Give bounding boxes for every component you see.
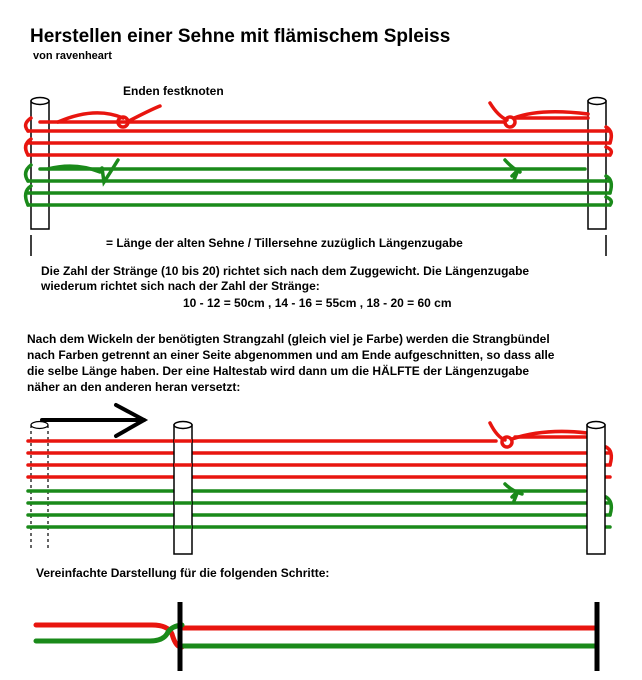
label-string-length: = Länge der alten Sehne / Tillersehne zuzüglich Längenzugabe bbox=[106, 236, 463, 250]
strand-count-text-line1: Die Zahl der Stränge (10 bis 20) richtet sich nach dem Zuggewicht. Die Längenzugabe bbox=[41, 264, 530, 278]
strand-count-text-line2: wiederum richtet sich nach der Zahl der Stränge: bbox=[41, 279, 320, 293]
green-strands-2 bbox=[28, 484, 611, 527]
diagram-shifted-post bbox=[28, 405, 611, 554]
page-title: Herstellen einer Sehne mit flämischem Spleiss bbox=[30, 26, 451, 47]
diagram-simplified bbox=[36, 602, 597, 671]
post-left bbox=[31, 98, 49, 230]
length-marker bbox=[31, 235, 606, 256]
red-strands-2 bbox=[28, 423, 611, 477]
post-bars bbox=[180, 602, 597, 671]
instruction-text-line1: Nach dem Wickeln der benötigten Strangzahl (gleich viel je Farbe) werden die Strangbündel bbox=[27, 332, 550, 346]
instruction-text-line4: näher an den anderen heran versetzt: bbox=[27, 380, 241, 394]
length-allowance-table: 10 - 12 = 50cm , 14 - 16 = 55cm , 18 - 20 = 60 cm bbox=[183, 296, 452, 310]
label-tie-ends: Enden festknoten bbox=[123, 84, 224, 98]
author-credit: von ravenheart bbox=[33, 50, 112, 62]
instruction-text-line2: nach Farben getrennt an einer Seite abgenommen und am Ende aufgeschnitten, so dass alle bbox=[27, 348, 555, 362]
post-right-2 bbox=[587, 422, 605, 555]
green-strands bbox=[26, 160, 612, 205]
instruction-text-line3: die selbe Länge haben. Der eine Haltestab wird dann um die HÄLFTE der Längenzugabe bbox=[27, 364, 530, 378]
move-arrow-icon bbox=[42, 405, 144, 436]
diagram-winding bbox=[26, 98, 612, 257]
post-right bbox=[588, 98, 606, 230]
label-simplified-view: Vereinfachte Darstellung für die folgenden Schritte: bbox=[36, 566, 330, 580]
red-strands bbox=[26, 103, 612, 155]
